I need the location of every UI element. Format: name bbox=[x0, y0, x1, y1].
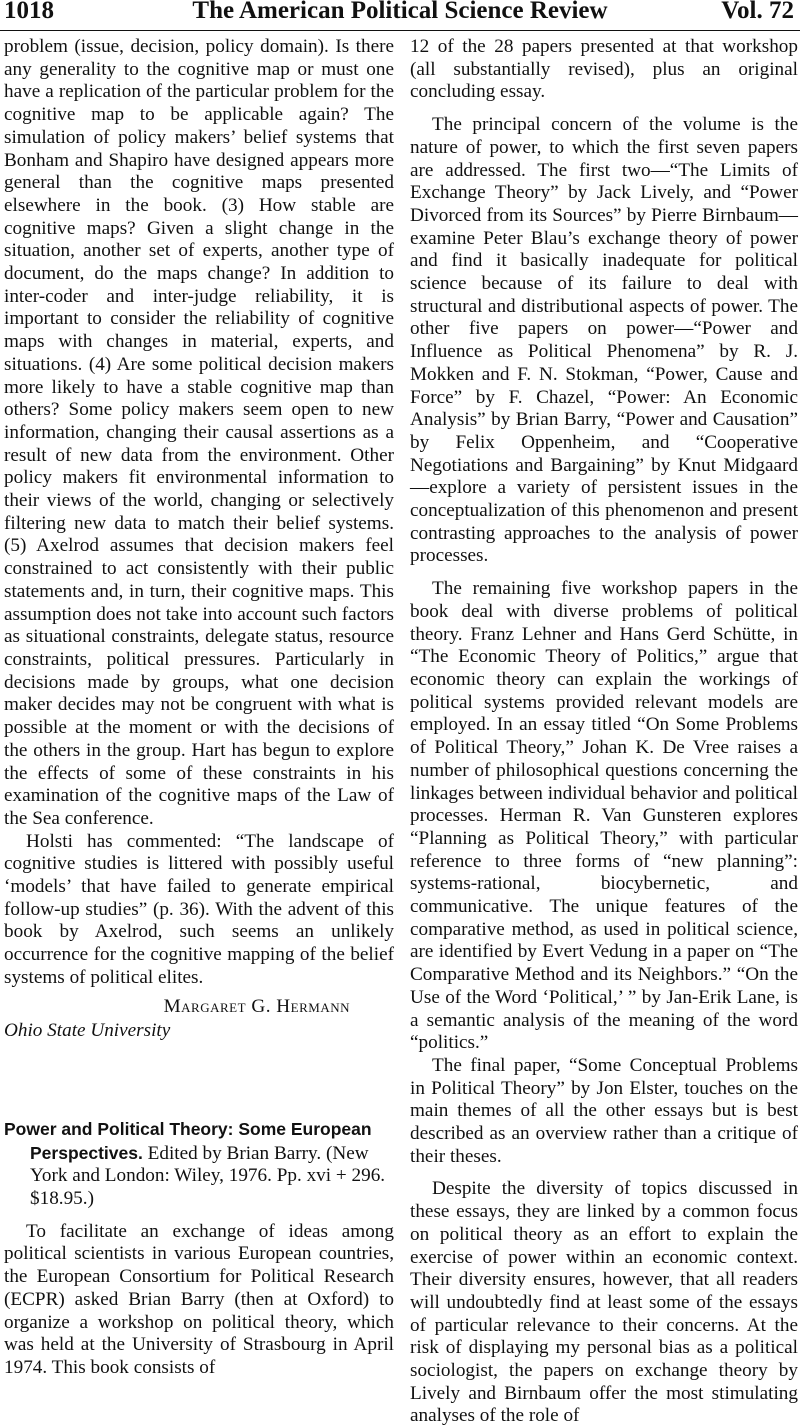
right-column bbox=[410, 36, 798, 1428]
reviewer-institution: Ohio State University bbox=[4, 1020, 171, 1042]
book-citation: Edited by Brian Barry. (New York and London: Wiley, 1976. Pp. xvi + 296. $18.95.) bbox=[30, 1142, 386, 1210]
left-column bbox=[4, 36, 394, 1380]
paragraph: The remaining five workshop papers in the book deal with diverse problems of political theory. Franz Lehner and Hans Gerd Schütte, in “The Economic Theory of Politics,” argue that economic theory can explain the workings of political systems provided relevant models are employed. In an essay titled “On Some Problems of Political Theory,” Johan K. De Vree raises a number of philosophical questions concerning the linkages between individual behavior and political processes. Herman R. Van Gunsteren explores “Planning as Political Theory,” with particular reference to three forms of “new planning”: systems-rational, biocybernetic, and communicative. The unique features of the comparative method, as used in political science, are identified by Evert Vedung in a paper on “The Comparative Method and its Neighbors.” “On the Use of the Word ‘Political,’ ” by Jan-Erik Lane, is a semantic analysis of the meaning of the word “politics.” bbox=[410, 578, 798, 1054]
header-rule bbox=[0, 30, 800, 31]
paragraph: problem (issue, decision, policy domain). Is there any generality to the cognitive map or must one have a replication of the particular problem for the cognitive map to be applicable again? The simulation of policy makers’ belief systems that Bonham and Shapiro have designed appears more general than the cognitive maps presented elsewhere in the book. (3) How stable are cognitive maps? Given a slight change in the situation, another set of experts, another type of document, do the maps change? In addition to inter-coder and inter-judge reliability, it is important to consider the reliability of cognitive maps with changes in material, experts, and situations. (4) Are some political decision makers more likely to have a stable cognitive map than others? Some policy makers seem open to new information, changing their causal assertions as a result of new data from the environment. Other policy makers fit environmental information to their views of the world, changing or selectively filtering new data to match their belief systems. (5) Axelrod assumes that decision makers feel constrained to act consistently with their public statements and, in turn, their cognitive maps. This assumption does not take into account such factors as situational constraints, delegate status, resource constraints, political pressures. Particularly in decisions made by groups, what one decision maker decides may not be congruent with what is possible at the moment or with the decisions of the others in the group. Hart has begun to explore the effects of some of these constraints in his examination of the cognitive maps of the Law of the Sea conference. bbox=[4, 36, 394, 829]
paragraph: 12 of the 28 papers presented at that workshop (all substantially revised), plus an original concluding essay. bbox=[410, 36, 798, 103]
book-title: Power and Political Theory: Some European Perspectives. bbox=[4, 1118, 372, 1163]
paragraph: The final paper, “Some Conceptual Problems in Political Theory” by Jon Elster, touches on the main themes of all the other essays but is best described as an overview rather than a critique of their theses. bbox=[410, 1054, 798, 1167]
paragraph: Despite the diversity of topics discussed in these essays, they are linked by a common focus on political theory as an effort to explain the exercise of power within an economic context. Their diversity ensures, however, that all readers will undoubtedly find at least some of the essays of particular relevance to their concerns. At the risk of displaying my personal bias as a political sociologist, the papers on exchange theory by Lively and Birnbaum offer the most stimulating analyses of the role of bbox=[410, 1178, 798, 1427]
book-review-heading bbox=[4, 1118, 394, 1211]
paragraph: Holsti has commented: “The landscape of cognitive studies is littered with possibly useful ‘models’ that have failed to generate empirical follow-up studies” (p. 36). With the advent of this book by Axelrod, such seems an unlikely occurrence for the cognitive mapping of the belief systems of political elites. bbox=[4, 830, 394, 988]
paragraph: To facilitate an exchange of ideas among political scientists in various European countries, the European Consortium for Political Research (ECPR) asked Brian Barry (then at Oxford) to organize a workshop on political theory, which was held at the University of Strasbourg in April 1974. This book consists of bbox=[4, 1220, 394, 1378]
page-number: 1018 bbox=[4, 0, 54, 24]
volume-number: Vol. 72 bbox=[721, 0, 794, 24]
running-header bbox=[0, 0, 800, 28]
journal-title: The American Political Science Review bbox=[192, 0, 608, 24]
reviewer-name: Margaret G. Hermann bbox=[163, 995, 350, 1017]
paragraph: The principal concern of the volume is the nature of power, to which the first seven papers are addressed. The first two—“The Limits of Exchange Theory” by Jack Lively, and “Power Divorced from its Sources” by Pierre Birnbaum—examine Peter Blau’s exchange theory of power and find it basically inadequate for political science because of its failure to deal with structural and distributional aspects of power. The other five papers on power—“Power and Influence as Political Phenomena” by R. J. Mokken and F. N. Stokman, “Power, Cause and Force” by F. Chazel, “Power: An Economic Analysis” by Brian Barry, “Power and Causation” by Felix Oppenheim, and “Cooperative Negotiations and Bargaining” by Knut Midgaard—explore a variety of persistent issues in the conceptualization of this phenomenon and present contrasting approaches to the analysis of power processes. bbox=[410, 114, 798, 567]
